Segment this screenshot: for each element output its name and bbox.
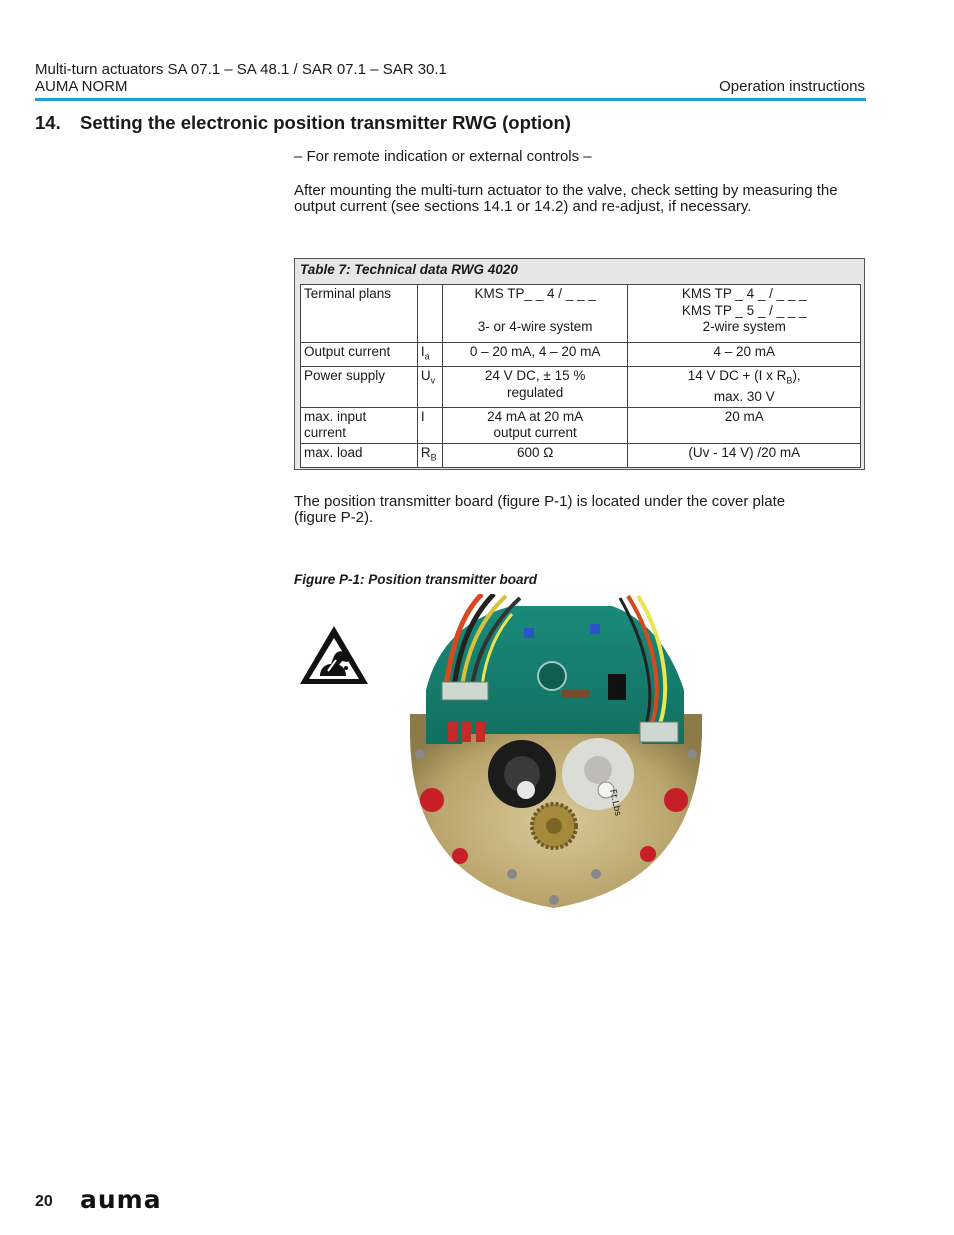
load-2wire: (Uv - 14 V) /20 mA	[688, 444, 801, 460]
terminal-3wire-plan: KMS TP_ _ 4 / _ _ _	[474, 286, 596, 301]
pot-scale-label: Ft.Lbs	[607, 788, 623, 818]
location-line1: The position transmitter board (figure P-1) is located under the cover plate	[294, 493, 786, 510]
cell-label	[301, 407, 418, 443]
power-3wire-note: regulated	[506, 384, 564, 400]
load-3wire: 600 Ω	[516, 444, 554, 460]
cell-symbol	[417, 443, 442, 467]
output-symbol: I	[420, 344, 425, 359]
table-caption: Table 7: Technical data RWG 4020	[300, 262, 518, 277]
tech-data-table-box	[294, 258, 865, 470]
location-line2: (figure P-2).	[294, 509, 374, 526]
cell-symbol	[417, 367, 442, 408]
section-number: 14.	[35, 112, 61, 133]
cell-2wire	[628, 285, 861, 343]
section-title: Setting the electronic position transmitter RWG (option)	[80, 112, 571, 133]
power-symbol-sub: v	[430, 375, 436, 386]
intro-subtitle: – For remote indication or external controls –	[294, 148, 592, 165]
input-3wire-value: 24 mA at 20 mA	[487, 408, 584, 424]
load-symbol: R	[420, 444, 431, 460]
cell-label	[301, 285, 418, 343]
output-2wire: 4 – 20 mA	[713, 344, 775, 359]
intro-para-line2: output current (see sections 14.1 or 14.2) and re-adjust, if necessary.	[294, 198, 752, 215]
cell-symbol	[417, 343, 442, 367]
load-label: max. load	[304, 444, 363, 460]
cell-symbol	[417, 407, 442, 443]
input-label-line2: current	[304, 425, 347, 441]
header-rule	[35, 98, 866, 101]
terminal-2wire-system: 2-wire system	[702, 319, 786, 334]
header-product: AUMA NORM	[35, 78, 128, 95]
tech-data-table	[300, 284, 861, 468]
power-2wire-sub: B	[786, 375, 793, 386]
cell-label	[301, 443, 418, 467]
terminal-2wire-plan-b: KMS TP _ 5 _ / _ _ _	[681, 302, 807, 318]
cell-3wire	[442, 407, 628, 443]
table-row-terminal-plans	[301, 285, 861, 343]
table-row-output-current	[301, 343, 861, 367]
power-label: Power supply	[304, 368, 386, 384]
power-2wire-close: ),	[792, 368, 801, 384]
terminal-2wire-plan-a: KMS TP _ 4 _ / _ _ _	[681, 286, 807, 301]
table-row-power-supply	[301, 367, 861, 408]
output-label: Output current	[304, 344, 391, 359]
auma-logo: auma	[80, 1185, 162, 1214]
input-3wire-note: output current	[493, 425, 577, 441]
power-symbol: U	[420, 368, 431, 384]
cell-2wire	[628, 443, 861, 467]
cell-label	[301, 367, 418, 408]
table-row-max-load	[301, 443, 861, 467]
position-transmitter-board-photo	[402, 594, 708, 910]
load-symbol-sub: B	[430, 452, 437, 463]
intro-para-line1: After mounting the multi-turn actuator to the valve, check setting by measuring the	[294, 182, 838, 199]
table-row-max-input-current	[301, 407, 861, 443]
output-symbol-sub: a	[424, 351, 430, 362]
cell-3wire	[442, 343, 628, 367]
input-symbol: I	[420, 408, 425, 424]
terminal-3wire-system: 3- or 4-wire system	[477, 318, 593, 334]
esd-warning-icon	[298, 624, 370, 686]
power-2wire-formula: 14 V DC + (I x R	[687, 368, 787, 384]
cell-2wire	[628, 343, 861, 367]
input-2wire: 20 mA	[724, 408, 764, 424]
power-2wire-max: max. 30 V	[713, 389, 775, 405]
power-3wire-value: 24 V DC, ± 15 %	[484, 368, 586, 384]
cell-symbol	[417, 285, 442, 343]
header-doc-type: Operation instructions	[719, 78, 865, 95]
power-2wire-value	[631, 368, 857, 389]
figure-caption: Figure P-1: Position transmitter board	[294, 572, 538, 587]
cell-3wire	[442, 285, 628, 343]
output-3wire: 0 – 20 mA, 4 – 20 mA	[469, 344, 601, 359]
header-title: Multi-turn actuators SA 07.1 – SA 48.1 / SAR 07.1 – SAR 30.1	[35, 61, 447, 78]
cell-2wire	[628, 367, 861, 408]
cell-label	[301, 343, 418, 367]
input-label-line1: max. input	[304, 408, 367, 424]
cell-3wire	[442, 443, 628, 467]
cell-3wire	[442, 367, 628, 408]
page-number: 20	[35, 1193, 53, 1210]
cell-2wire	[628, 407, 861, 443]
terminal-label: Terminal plans	[304, 286, 392, 301]
